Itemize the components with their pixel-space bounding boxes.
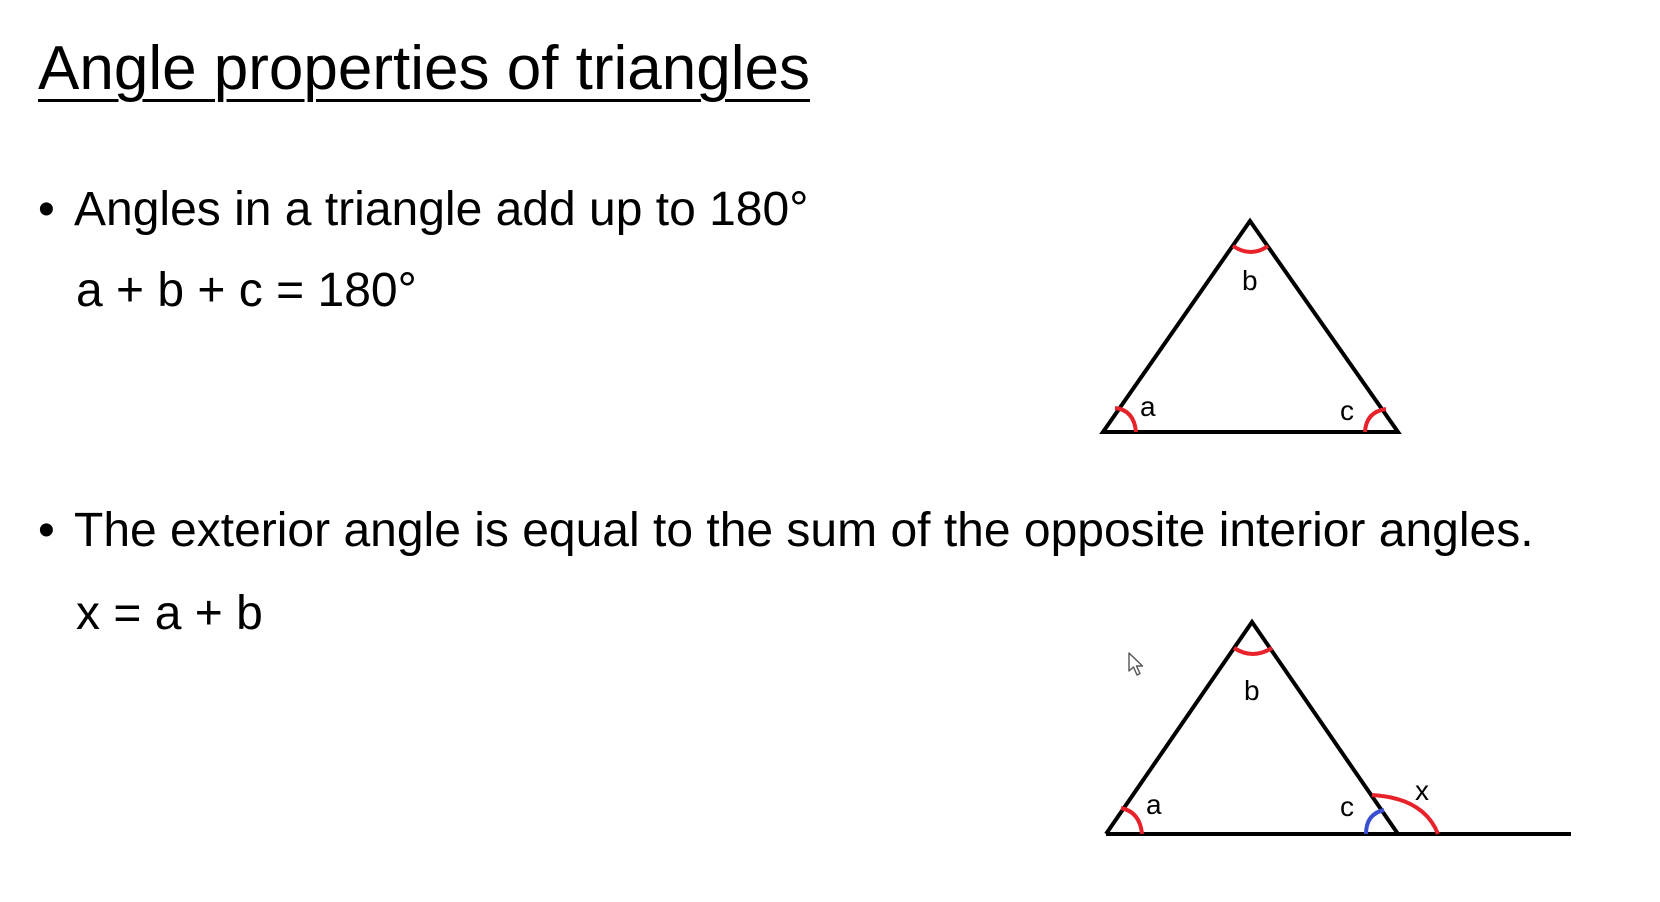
bullet-text: Angles in a triangle add up to 180°	[74, 183, 809, 236]
angle-a-arc	[1121, 808, 1142, 834]
slide-title: Angle properties of triangles	[38, 34, 811, 103]
formula-exterior-angle: x = a + b	[76, 587, 263, 640]
formula-angle-sum: a + b + c = 180°	[76, 264, 417, 317]
label-b: b	[1242, 265, 1258, 296]
label-c: c	[1340, 791, 1354, 822]
angle-b-arc	[1234, 648, 1272, 654]
bullet-dot: •	[38, 183, 55, 236]
label-c: c	[1340, 395, 1354, 426]
label-x: x	[1415, 775, 1429, 806]
label-b: b	[1244, 675, 1260, 706]
bullet-dot: •	[38, 504, 55, 557]
bullet-text: The exterior angle is equal to the sum of the opposite interior angles.	[74, 504, 1534, 557]
angle-c-arc	[1366, 810, 1384, 834]
label-a: a	[1146, 789, 1162, 820]
label-a: a	[1140, 391, 1156, 422]
mouse-pointer-icon	[1128, 652, 1146, 678]
